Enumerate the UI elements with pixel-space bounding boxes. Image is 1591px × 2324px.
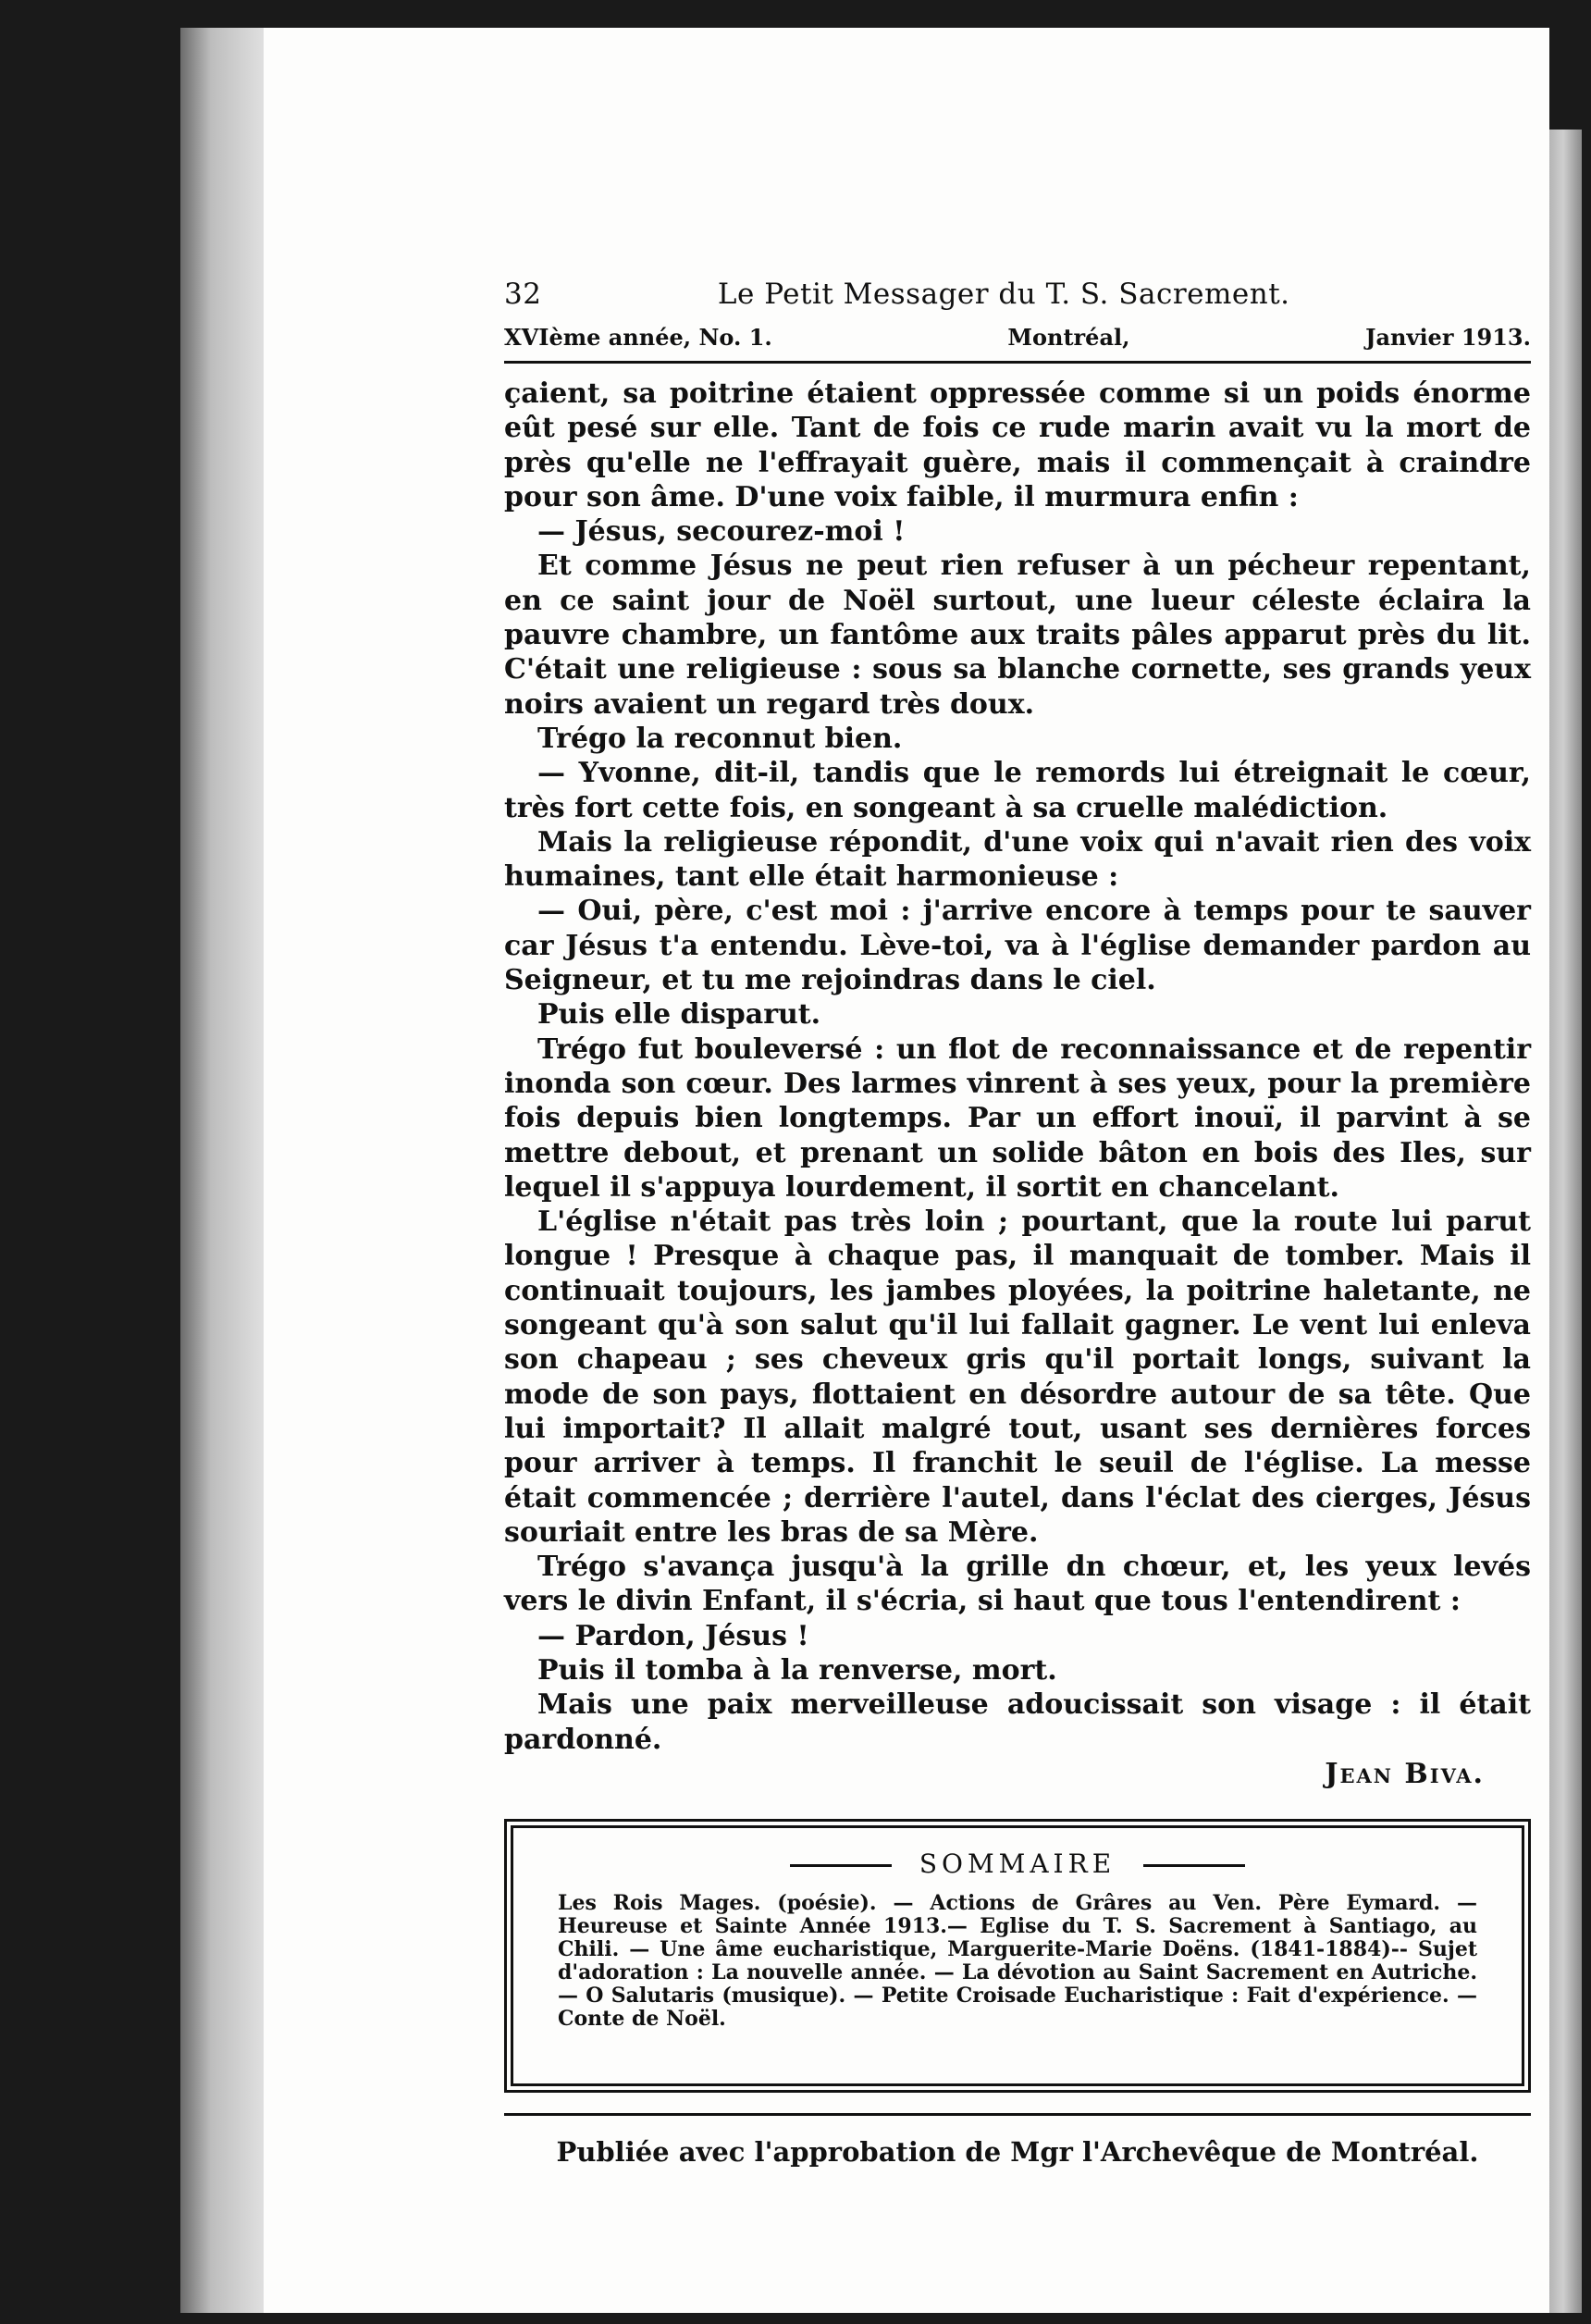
- page-content: [504, 278, 1531, 2168]
- paragraph: Mais la religieuse répondit, d'une voix qui n'avait rien des voix humaines, tant elle était harmonieuse :: [504, 825, 1531, 894]
- paragraph: Puis elle disparut.: [537, 998, 821, 1032]
- sommaire-heading: [539, 1848, 1496, 1879]
- issue-line: [504, 318, 1531, 355]
- journal-title: Le Petit Messager du T. S. Sacrement.: [717, 278, 1290, 311]
- page-number: 32: [504, 278, 542, 311]
- author-signature: Jean Biva.: [1325, 1757, 1485, 1790]
- footer-rule: [504, 2113, 1531, 2116]
- approbation-footer: Publiée avec l'approbation de Mgr l'Archevêque de Montréal.: [556, 2136, 1479, 2169]
- ornament-left: [790, 1864, 892, 1867]
- paragraph: Trégo la reconnut bien.: [537, 722, 903, 755]
- issue-number: XVIème année, No. 1.: [504, 323, 772, 351]
- paragraph: çaient, sa poitrine étaient oppressée comme si un poids énorme eût pesé sur elle. Tant de fois ce rude marin avait vu la mort de près qu'elle ne l'effrayait guère, mais il commençait à craindre pour son âme. D'une voix faible, il murmura enfin :: [504, 377, 1531, 513]
- sommaire-title: SOMMAIRE: [919, 1848, 1116, 1880]
- signature-row: [504, 1757, 1531, 1791]
- header-rule: [504, 361, 1531, 364]
- running-header: [504, 278, 1531, 318]
- paragraph: Trégo fut bouleversé : un flot de reconnaissance et de repentir inonda son cœur. Des larmes vinrent à ses yeux, pour la première fois depuis bien longtemps. Par un effort inouï, il parvint à se mettre debout, et prenant un solide bâton en bois des Iles, sur lequel il s'appuya lourdement, il sortit en chancelant.: [504, 1032, 1531, 1204]
- sommaire-box: [504, 1819, 1531, 2093]
- paragraph: Mais une paix merveilleuse adoucissait son visage : il était pardonné.: [504, 1688, 1531, 1756]
- paragraph: — Pardon, Jésus !: [537, 1619, 809, 1652]
- paragraph: Et comme Jésus ne peut rien refuser à un pécheur repentant, en ce saint jour de Noël surtout, une lueur céleste éclaira la pauvre chambre, un fantôme aux traits pâles apparut près du lit. C'était une religieuse : sous sa blanche cornette, ses grands yeux noirs avaient un regard très doux.: [504, 550, 1531, 721]
- paragraph: Puis il tomba à la renverse, mort.: [537, 1653, 1057, 1687]
- paragraph: — Jésus, secourez-moi !: [537, 515, 906, 549]
- issue-date: Janvier 1913.: [1365, 323, 1531, 351]
- paragraph: — Yvonne, dit-il, tandis que le remords lui étreignait le cœur, très fort cette fois, en songeant à sa cruelle malédiction.: [504, 757, 1531, 824]
- issue-city: Montréal,: [1007, 323, 1130, 351]
- sommaire-contents: Les Rois Mages. (poésie). — Actions de Grâres au Ven. Père Eymard. — Heureuse et Sainte Année 1913.— Eglise du T. S. Sacrement à Santiago, au Chili. — Une âme eucharistique, Marguerite-Marie Doëns. (1841-1884)-- Sujet d'adoration : La nouvelle année. — La dévotion au Saint Sacrement en Autriche. — O Salutaris (musique). — Petite Croisade Eucharistique : Fait d'expérience. — Conte de Noël.: [558, 1891, 1477, 2032]
- paragraph: Trégo s'avança jusqu'à la grille dn chœur, et, les yeux levés vers le divin Enfant, il s'écria, si haut que tous l'entendirent :: [504, 1551, 1531, 1618]
- article-body: [504, 377, 1531, 1791]
- ornament-right: [1143, 1864, 1245, 1867]
- paragraph: L'église n'était pas très loin ; pourtant, que la route lui parut longue ! Presque à chaque pas, il manquait de tomber. Mais il continuait toujours, les jambes ployées, la poitrine haletante, ne songeant qu'à son salut qu'il lui fallait gagner. Le vent lui enleva son chapeau ; ses cheveux gris qu'il portait longs, suivant la mode de son pays, flottaient en désordre autour de sa tête. Que lui importait? Il allait malgré tout, usant ses dernières forces pour arriver à temps. Il franchit le seuil de l'église. La messe était commencée ; derrière l'autel, dans l'éclat des cierges, Jésus souriait entre les bras de sa Mère.: [504, 1205, 1531, 1549]
- paragraph: — Oui, père, c'est moi : j'arrive encore à temps pour te sauver car Jésus t'a entendu. Lève-toi, va à l'église demander pardon au Seigneur, et tu me rejoindras dans le ciel.: [504, 895, 1531, 997]
